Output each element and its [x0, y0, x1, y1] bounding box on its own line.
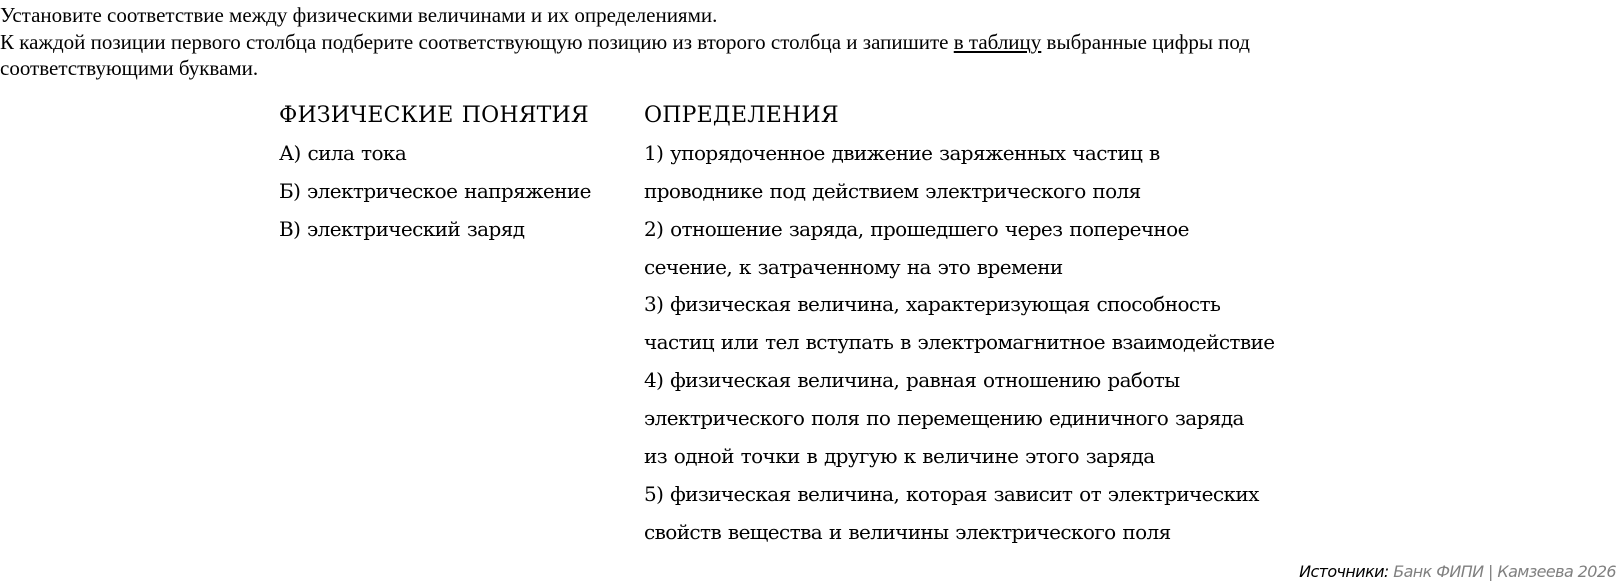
definition-line: из одной точки в другую к величине этого заряда: [644, 444, 1155, 469]
source-attribution: [1299, 562, 1616, 581]
definition-line: 4) физическая величина, равная отношению работы: [644, 368, 1180, 393]
concept-item: В) электрический заряд: [279, 216, 525, 241]
definition-line: 3) физическая величина, характеризующая способность: [644, 292, 1221, 317]
instruction-line-2: [0, 29, 1440, 56]
source-value: Банк ФИПИ | Камзеева 2026: [1388, 562, 1616, 581]
concept-item: Б) электрическое напряжение: [279, 178, 591, 203]
source-label: Источники:: [1299, 562, 1389, 581]
instruction-line-3: соответствующими буквами.: [0, 56, 259, 80]
definition-line: частиц или тел вступать в электромагнитное взаимодействие: [644, 330, 1275, 355]
definition-line: электрического поля по перемещению единичного заряда: [644, 406, 1244, 431]
definitions-header: ОПРЕДЕЛЕНИЯ: [644, 103, 839, 128]
definition-line: свойств вещества и величины электрического поля: [644, 519, 1171, 544]
definition-line: 5) физическая величина, которая зависит от электрических: [644, 481, 1259, 506]
concept-item: А) сила тока: [279, 140, 407, 165]
concepts-column: [279, 97, 591, 249]
task-instructions: [0, 2, 1440, 82]
definitions-column: [644, 97, 1275, 552]
instruction-text: выбранные цифры под: [1041, 29, 1250, 54]
concepts-header: ФИЗИЧЕСКИЕ ПОНЯТИЯ: [279, 103, 589, 128]
definition-line: 2) отношение заряда, прошедшего через поперечное: [644, 216, 1189, 241]
table-link[interactable]: в таблицу: [953, 29, 1042, 54]
definition-line: 1) упорядоченное движение заряженных частиц в: [644, 140, 1160, 165]
instruction-text: К каждой позиции первого столбца подберите соответствующую позицию из второго столбца и запишите: [0, 29, 954, 54]
definition-line: проводнике под действием электрического поля: [644, 178, 1141, 203]
definition-line: сечение, к затраченному на это времени: [644, 254, 1063, 279]
instruction-line-1: Установите соответствие между физическими величинами и их определениями.: [0, 3, 718, 27]
